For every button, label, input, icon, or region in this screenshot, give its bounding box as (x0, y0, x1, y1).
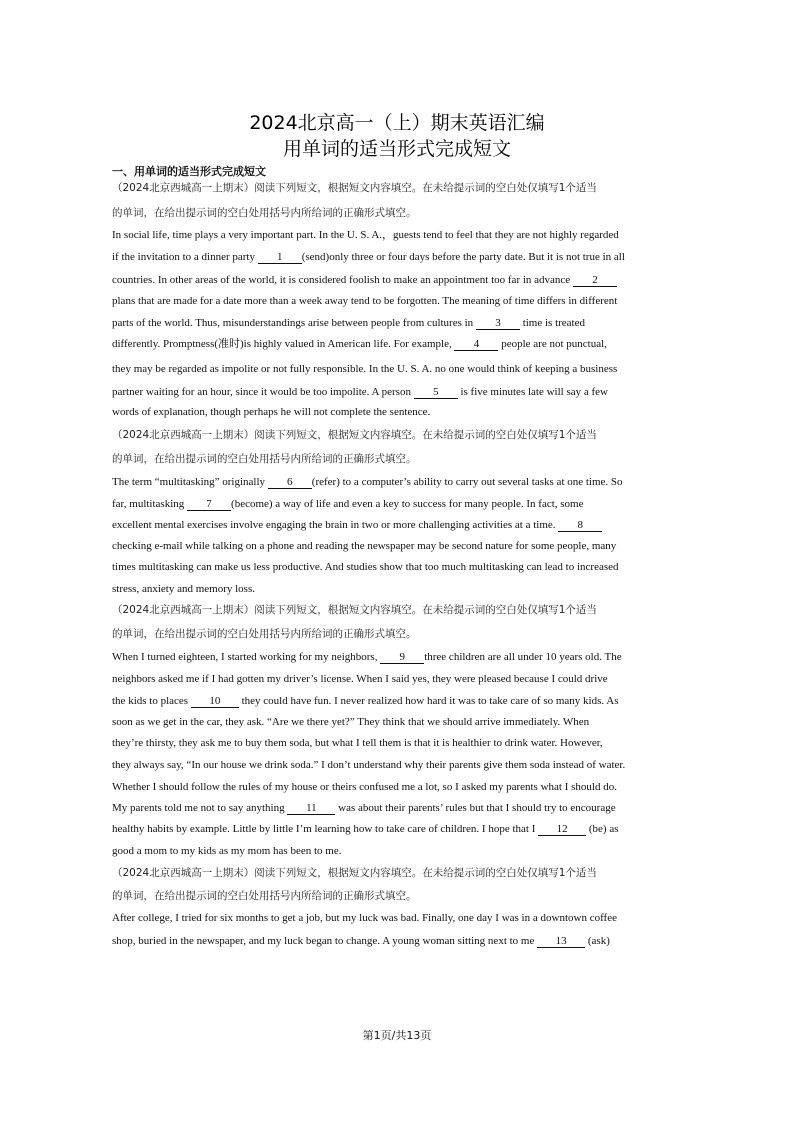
answer-blank[interactable]: 9 (380, 651, 424, 664)
answer-blank[interactable]: 10 (191, 695, 239, 708)
answer-blank[interactable]: 12 (538, 823, 586, 836)
text-line (112, 337, 687, 351)
page-subtitle: 用单词的适当形式完成短文 (282, 138, 511, 160)
text-line (112, 452, 687, 466)
line-text: 的单词，在给出提示词的空白处用括号内所给词的正确形式填空。 (112, 453, 417, 465)
text-line (112, 758, 687, 772)
text-line (112, 822, 687, 836)
line-text: stress, anxiety and memory loss. (112, 583, 255, 595)
line-text: partner waiting for an hour, since it would be too impolite. A person (112, 386, 414, 398)
text-line (112, 362, 687, 376)
line-text: plans that are made for a date more than a week away tend to be forgotten. The meaning of time differs in different (112, 295, 618, 307)
text-line (112, 497, 687, 511)
line-text: 的单词，在给出提示词的空白处用括号内所给词的正确形式填空。 (112, 628, 417, 640)
text-line (112, 801, 687, 815)
text-line (112, 911, 687, 925)
text-line (112, 672, 687, 686)
line-text: three children are all under 10 years old. The (424, 651, 622, 663)
text-line (112, 316, 687, 330)
line-text: was about their parents’ rules but that I should try to encourage (335, 802, 616, 814)
line-text: they could have fun. I never realized how hard it was to take care of so many kids. As (238, 695, 619, 707)
line-text: （2024北京西城高一上期末）阅读下列短文，根据短文内容填空。在未给提示词的空白处仅填写1个适当 (112, 182, 597, 194)
text-line (112, 385, 687, 399)
line-text: （2024北京西城高一上期末）阅读下列短文，根据短文内容填空。在未给提示词的空白处仅填写1个适当 (112, 604, 597, 616)
text-line (112, 518, 687, 532)
answer-blank[interactable]: 2 (573, 274, 617, 287)
text-line (112, 475, 687, 489)
line-text: When I turned eighteen, I started working for my neighbors, (112, 651, 381, 663)
answer-blank[interactable]: 4 (454, 338, 498, 351)
text-line (112, 273, 687, 287)
line-text: excellent mental exercises involve engaging the brain in two or more challenging activities at a time. (112, 519, 559, 531)
answer-blank[interactable]: 5 (414, 386, 458, 399)
answer-blank[interactable]: 1 (258, 251, 302, 264)
line-text: (refer) to a computer’s ability to carry out several tasks at one time. So (311, 476, 623, 488)
line-text: is five minutes late will say a few (457, 386, 608, 398)
line-text: soon as we get in the car, they ask. “Are we there yet?” They think that we should arrive immediately. When (112, 716, 590, 728)
text-line (112, 181, 687, 195)
text-line (112, 228, 687, 242)
line-text: In social life, time plays a very important part. In the U. S. A.，guests tend to feel that they are not highly regarded (112, 229, 619, 241)
line-text: time is treated (519, 317, 585, 329)
line-text: (become) a way of life and even a key to success for many people. In fact, some (231, 498, 584, 510)
line-text: neighbors asked me if I had gotten my driver’s license. When I said yes, they were pleased because I could drive (112, 673, 608, 685)
text-line (112, 428, 687, 442)
line-text: parts of the world. Thus, misunderstandings arise between people from cultures in (112, 317, 476, 329)
line-text: (be) as (586, 823, 619, 835)
text-line (112, 250, 687, 264)
line-text: people are not punctual, (498, 338, 607, 350)
line-text: （2024北京西城高一上期末）阅读下列短文，根据短文内容填空。在未给提示词的空白处仅填写1个适当 (112, 429, 597, 441)
text-line (112, 934, 687, 948)
line-text: they may be regarded as impolite or not fully responsible. In the U. S. A. no one would think of keeping a business (112, 363, 618, 375)
text-line (112, 582, 687, 596)
text-line (112, 650, 687, 664)
text-line (112, 889, 687, 903)
line-text: words of explanation, though perhaps he will not complete the sentence. (112, 406, 431, 418)
line-text: times multitasking can make us less productive. And studies show that too much multitasking can lead to increased (112, 561, 619, 573)
line-text: if the invitation to a dinner party (112, 251, 258, 263)
line-text: they always say, “In our house we drink soda.” I don’t understand why their parents give them soda instead of water. (112, 759, 626, 771)
line-text: the kids to places (112, 695, 191, 707)
line-text: （2024北京西城高一上期末）阅读下列短文，根据短文内容填空。在未给提示词的空白处仅填写1个适当 (112, 867, 597, 879)
line-text: 的单词，在给出提示词的空白处用括号内所给词的正确形式填空。 (112, 207, 417, 219)
text-line (112, 206, 687, 220)
line-text: My parents told me not to say anything (112, 802, 288, 814)
answer-blank[interactable]: 11 (287, 802, 335, 815)
text-line (112, 715, 687, 729)
section-heading: 一、用单词的适当形式完成短文 (112, 165, 266, 178)
text-line (112, 780, 687, 794)
line-text: Whether I should follow the rules of my house or theirs confused me a lot, so I asked my parents what I should do. (112, 781, 617, 793)
text-line (112, 694, 687, 708)
line-text: 的单词，在给出提示词的空白处用括号内所给词的正确形式填空。 (112, 890, 417, 902)
answer-blank[interactable]: 3 (476, 317, 520, 330)
line-text: (ask) (585, 935, 610, 947)
line-text: shop, buried in the newspaper, and my luck began to change. A young woman sitting next to me (112, 935, 538, 947)
line-text: differently. Promptness(准时)is highly valued in American life. For example, (112, 338, 455, 350)
line-text: they’re thirsty, they ask me to buy them soda, but what I tell them is that it is healthier to drink water. However, (112, 737, 603, 749)
answer-blank[interactable]: 6 (268, 476, 312, 489)
line-text: checking e-mail while talking on a phone and reading the newspaper may be second nature for some people, many (112, 540, 617, 552)
line-text: far, multitasking (112, 498, 188, 510)
line-text: countries. In other areas of the world, it is considered foolish to make an appointment too far in advance (112, 274, 573, 286)
line-text: good a mom to my kids as my mom has been to me. (112, 845, 342, 857)
text-line (112, 736, 687, 750)
line-text: (send)only three or four days before the party date. But it is not true in all (301, 251, 625, 263)
text-line (112, 627, 687, 641)
answer-blank[interactable]: 13 (537, 935, 585, 948)
text-line (112, 539, 687, 553)
text-line (112, 844, 687, 858)
answer-blank[interactable]: 7 (187, 498, 231, 511)
text-line (112, 405, 687, 419)
text-line (112, 603, 687, 617)
page-footer: 第1页/共13页 (362, 1029, 432, 1042)
text-line (112, 560, 687, 574)
line-text: healthy habits by example. Little by little I’m learning how to take care of children. I hope that I (112, 823, 539, 835)
line-text: After college, I tried for six months to get a job, but my luck was bad. Finally, one day I was in a downtown coffee (112, 912, 617, 924)
line-text: The term “multitasking” originally (112, 476, 268, 488)
page-title: 2024北京高一（上）期末英语汇编 (249, 112, 545, 134)
text-line (112, 294, 687, 308)
text-line (112, 866, 687, 880)
answer-blank[interactable]: 8 (558, 519, 602, 532)
